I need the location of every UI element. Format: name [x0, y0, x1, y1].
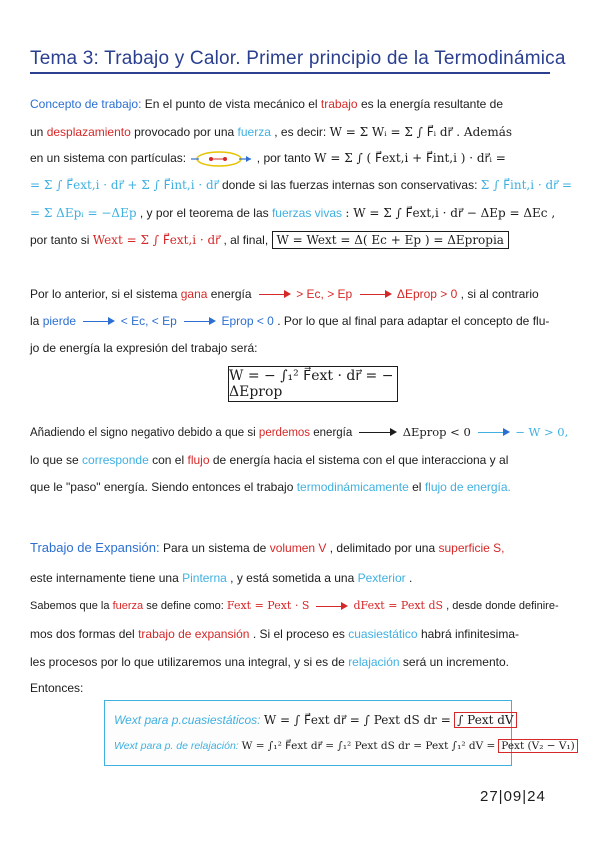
s3-line-6: Entonces:	[30, 681, 84, 695]
s1-line-3	[30, 150, 506, 168]
s2-line-2	[30, 313, 549, 329]
s3-text: les procesos por lo que utilizaremos una integral, y si es de	[30, 655, 345, 669]
s2-delta-negative: Eprop < 0	[221, 314, 274, 328]
s2-work-formula: W = − ∫₁² F⃗ext · dr⃗ = − ΔEprop	[229, 368, 394, 400]
s2-work-formula-box	[228, 366, 398, 402]
s3-text: será un incremento.	[402, 655, 509, 669]
arrow-right-icon	[360, 294, 390, 295]
s3-line-4	[30, 626, 519, 642]
s3-keyword-cuasiestatico: cuasiestático	[348, 627, 418, 641]
s3-p-exterior: Pexterior	[357, 571, 406, 585]
s1-text: es la energía resultante de	[360, 97, 504, 111]
title-underline	[30, 72, 550, 74]
s3-keyword-superficie: superficie S,	[438, 541, 505, 555]
s1-line-6	[30, 232, 509, 248]
arrow-right-icon	[83, 321, 113, 322]
s3-keyword-trabajo-expansion: trabajo de expansión	[138, 627, 250, 641]
s3-text: habrá infinitesima-	[420, 627, 519, 641]
s2-line-6	[30, 479, 511, 495]
s2-text: Por lo anterior, si el sistema	[30, 287, 178, 301]
s2-line-4	[30, 424, 568, 441]
s3-text: Sabemos que la	[30, 600, 110, 612]
s3-text: se define como:	[146, 600, 224, 612]
s2-text: energía	[210, 287, 252, 301]
s2-delta-negative: ΔEprop < 0	[402, 425, 471, 439]
s2-text: . Por lo que al final para adaptar el concepto de flu-	[277, 314, 550, 328]
s1-line-1	[30, 96, 503, 112]
arrow-right-icon	[359, 432, 395, 433]
s3-dforce-formula: dFext = Pext dS	[353, 599, 444, 612]
s1-formula-internal: Σ ∫ F⃗int,i · dr⃗ =	[480, 178, 572, 192]
s3-relaxation-result: Pext (V₂ − V₁)	[498, 739, 578, 753]
s1-text: en un sistema con partículas:	[30, 151, 187, 166]
s1-text: , por tanto	[256, 151, 311, 166]
s3-text: . Si el proceso es	[252, 627, 345, 641]
s1-formula-vivas: : W = Σ ∫ F⃗ext,i · dr⃗ − ΔEp = ΔEc ,	[345, 206, 556, 220]
s1-formula-wext: Wext = Σ ∫ F⃗ext,i · dr⃗	[92, 233, 221, 247]
s1-text: donde si las fuerzas internas son conservativas:	[221, 178, 478, 192]
s2-keyword-gana: gana	[180, 287, 208, 301]
s2-text: la	[30, 314, 40, 328]
s1-text: En el punto de vista mecánico el	[144, 97, 318, 111]
arrow-right-icon	[478, 432, 508, 433]
s2-delta-positive: ΔEprop > 0	[396, 287, 458, 301]
s3-text: Para un sistema de	[162, 541, 267, 555]
s3-quasistatic-label: Wext para p.cuasiestáticos:	[114, 713, 261, 727]
page-title: Tema 3: Trabajo y Calor. Primer principio de la Termodinámica	[30, 48, 566, 69]
s2-work-positive: − W > 0,	[515, 425, 569, 439]
s2-text: el	[412, 480, 422, 494]
s3-heading: Trabajo de Expansión:	[30, 540, 160, 555]
arrow-right-icon	[259, 294, 289, 295]
s1-text: , al final,	[223, 233, 269, 247]
s2-text: de energía hacia el sistema con el que interacciona y al	[212, 453, 509, 467]
s1-formula-work: W = Σ Wᵢ = Σ ∫ F⃗ᵢ dr⃗ . Además	[329, 125, 513, 139]
s1-text: por tanto si	[30, 233, 90, 247]
s1-result-box: W = Wext = Δ( Ec + Ep ) = ΔEpropia	[272, 231, 509, 249]
s2-line-5	[30, 452, 508, 468]
s1-keyword-desplazamiento: desplazamiento	[46, 125, 131, 139]
s3-line-3	[30, 598, 559, 614]
s2-keyword-pierde: pierde	[42, 314, 77, 328]
s3-summary-box	[104, 700, 512, 766]
s1-line-5	[30, 205, 555, 221]
s1-formula-sum-forces: W = Σ ∫ ( F⃗ext,i + F⃗int,i ) · dr⃗ᵢ =	[314, 151, 506, 166]
s1-text: un	[30, 125, 44, 139]
s3-text: , delimitado por una	[329, 541, 436, 555]
s1-formula-potential: = Σ ΔEpᵢ = −ΔEp	[30, 206, 137, 220]
s2-keyword-flujo-energia: flujo de energía.	[424, 480, 511, 494]
s2-keyword-flujo: flujo	[187, 453, 210, 467]
s3-text: mos dos formas del	[30, 627, 135, 641]
s1-formula-split: = Σ ∫ F⃗ext,i · dr⃗ + Σ ∫ F⃗int,i · dr⃗	[30, 178, 219, 192]
s1-text: , es decir:	[274, 125, 327, 139]
s1-keyword-fuerza: fuerza	[237, 125, 271, 139]
s1-keyword-trabajo: trabajo	[320, 97, 358, 111]
s3-text: , desde donde definire-	[446, 600, 559, 612]
s3-p-interna: Pinterna	[182, 571, 227, 585]
particle-system-icon	[189, 150, 253, 168]
s3-keyword-relajacion: relajación	[348, 655, 400, 669]
arrow-right-icon	[184, 321, 214, 322]
s2-line-3: jo de energía la expresión del trabajo será:	[30, 341, 258, 355]
s3-quasistatic-row	[114, 712, 517, 728]
s2-text: energía	[313, 427, 353, 439]
s2-increase: > Ec, > Ep	[296, 287, 353, 301]
s3-line-5	[30, 654, 509, 670]
s3-text: este internamente tiene una	[30, 571, 179, 585]
s3-quasistatic-result: ∫ Pext dV	[454, 712, 516, 728]
s2-line-1	[30, 286, 539, 302]
s2-decrease: < Ec, < Ep	[120, 314, 177, 328]
s3-text: , y está sometida a una	[230, 571, 355, 585]
s2-text: , si al contrario	[460, 287, 539, 301]
s1-line-4	[30, 177, 572, 193]
s2-text: lo que se	[30, 453, 79, 467]
s3-force-formula: Fext = Pext · S	[226, 599, 310, 612]
s3-line-1	[30, 540, 505, 556]
s3-keyword-fuerza: fuerza	[112, 600, 144, 612]
arrow-right-icon	[316, 606, 346, 607]
s3-relaxation-label: Wext para p. de relajación:	[114, 740, 239, 752]
note-date: 27|09|24	[480, 788, 546, 805]
s3-text: .	[408, 571, 413, 585]
s3-relaxation-formula: W = ∫₁² F⃗ext dr⃗ = ∫₁² Pext dS dr = Pext ∫₁² dV =	[241, 740, 496, 752]
s3-keyword-volumen: volumen V	[269, 541, 327, 555]
s1-text: , y por el teorema de las	[139, 206, 269, 220]
s1-text: provocado por una	[134, 125, 235, 139]
s1-line-2	[30, 124, 512, 140]
s1-keyword-fuerzas-vivas: fuerzas vivas	[271, 206, 342, 220]
s2-text: con el	[152, 453, 185, 467]
s1-heading: Concepto de trabajo:	[30, 97, 142, 111]
s2-text: Añadiendo el signo negativo debido a que si	[30, 427, 256, 439]
s3-line-2	[30, 570, 412, 586]
s2-keyword-perdemos: perdemos	[258, 427, 311, 439]
s3-relaxation-row	[114, 738, 578, 754]
s3-quasistatic-formula: W = ∫ F⃗ext dr⃗ = ∫ Pext dS dr =	[263, 713, 451, 727]
s2-text: que le "paso" energía. Siendo entonces el trabajo	[30, 480, 294, 494]
s2-keyword-corresponde: corresponde	[82, 453, 149, 467]
s2-keyword-termodinamicamente: termodinámicamente	[296, 480, 409, 494]
